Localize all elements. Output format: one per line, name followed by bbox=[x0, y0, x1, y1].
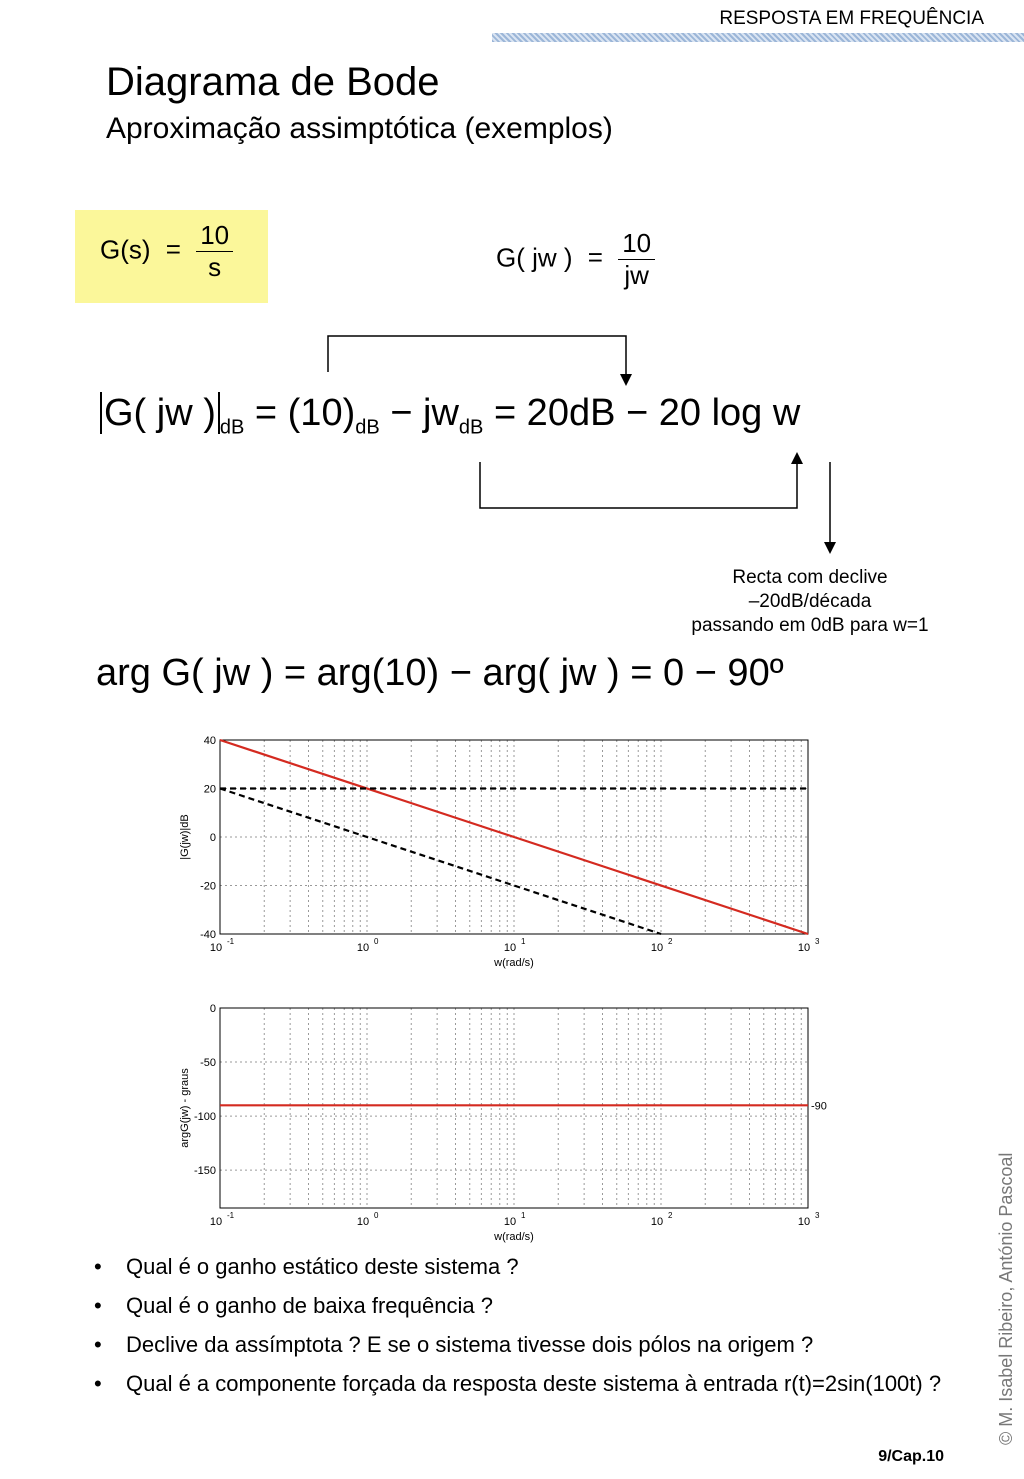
arrow-bottom-head bbox=[791, 452, 803, 464]
y-tick-label: 0 bbox=[209, 832, 216, 844]
mag-sub-3: dB bbox=[458, 416, 484, 439]
mag-sub-2: dB bbox=[355, 416, 380, 439]
gjw-denominator: jw bbox=[624, 260, 649, 290]
x-tick-exponent: -1 bbox=[227, 1211, 235, 1220]
gs-equals: = bbox=[165, 234, 181, 265]
note-line-1: Recta com declive bbox=[732, 567, 888, 588]
y-tick-label: -20 bbox=[200, 880, 216, 893]
x-axis-label: w(rad/s) bbox=[494, 1231, 534, 1243]
question-item: • Qual é a componente forçada da resposta deste sistema à entrada r(t)=2sin(100t) ? bbox=[94, 1371, 974, 1397]
phase-chart bbox=[160, 996, 840, 1246]
mag-term-gjw: G( jw ) bbox=[100, 392, 220, 434]
arrow-top-head bbox=[620, 374, 632, 386]
y-tick-label: -100 bbox=[193, 1111, 216, 1124]
x-tick-label: 10 bbox=[356, 942, 370, 954]
y-axis-label: argG(jw) - graus bbox=[179, 1068, 191, 1148]
x-tick-label: 10 bbox=[356, 1216, 370, 1228]
x-tick-label: 10 bbox=[503, 1216, 517, 1228]
arrow-note-head bbox=[824, 542, 836, 554]
x-tick-label: 10 bbox=[650, 942, 664, 954]
question-item: • Qual é o ganho de baixa frequência ? bbox=[94, 1293, 974, 1319]
magnitude-chart bbox=[160, 728, 840, 978]
x-tick-exponent: 1 bbox=[521, 1211, 526, 1220]
question-item: • Declive da assímptota ? E se o sistema tivesse dois pólos na origem ? bbox=[94, 1332, 974, 1358]
gjw-lhs: G( jw ) bbox=[496, 242, 573, 273]
magnitude-equation bbox=[100, 392, 800, 440]
x-tick-exponent: 3 bbox=[815, 937, 820, 946]
x-tick-label: 10 bbox=[503, 942, 517, 954]
y-tick-label: 0 bbox=[209, 1003, 216, 1015]
gs-numerator: 10 bbox=[196, 220, 233, 252]
y-tick-label: 20 bbox=[203, 783, 216, 796]
mag-term-10: = (10) bbox=[254, 392, 356, 434]
chapter-header: RESPOSTA EM FREQUÊNCIA bbox=[719, 8, 984, 29]
arrows-overlay bbox=[0, 0, 1024, 660]
series-line bbox=[220, 740, 808, 934]
y-axis-label: |G(jw)|dB bbox=[179, 814, 191, 860]
question-item: • Qual é o ganho estático deste sistema ? bbox=[94, 1254, 974, 1280]
arrow-bottom-connector bbox=[480, 462, 797, 508]
y-tick-label: -50 bbox=[200, 1057, 216, 1070]
x-tick-exponent: 3 bbox=[815, 1211, 820, 1220]
x-tick-exponent: 2 bbox=[668, 1211, 673, 1220]
y-tick-label: -150 bbox=[193, 1165, 216, 1178]
gs-denominator: s bbox=[208, 252, 222, 282]
x-tick-exponent: 1 bbox=[521, 937, 526, 946]
y-tick-label: 40 bbox=[203, 735, 216, 747]
x-tick-label: 10 bbox=[797, 1216, 811, 1228]
mag-term-jw: − jw bbox=[390, 392, 459, 434]
x-tick-label: 10 bbox=[797, 942, 811, 954]
x-tick-label: 10 bbox=[650, 1216, 664, 1228]
gs-lhs: G(s) bbox=[100, 234, 151, 265]
copyright-notice: © M. Isabel Ribeiro, António Pascoal bbox=[996, 1152, 1016, 1445]
note-line-2: –20dB/década bbox=[748, 591, 872, 612]
x-tick-label: 10 bbox=[209, 1216, 223, 1228]
chart-annotation: -90 bbox=[811, 1100, 827, 1113]
arrow-top-connector bbox=[328, 336, 626, 376]
note-line-3: passando em 0dB para w=1 bbox=[691, 615, 929, 636]
page-number: 9/Cap.10 bbox=[878, 1448, 944, 1465]
slide-subtitle: Aproximação assimptótica (exemplos) bbox=[106, 112, 613, 145]
x-tick-exponent: -1 bbox=[227, 937, 235, 946]
x-tick-exponent: 0 bbox=[374, 1211, 379, 1220]
gjw-numerator: 10 bbox=[618, 228, 655, 260]
y-tick-label: -40 bbox=[200, 929, 216, 941]
x-axis-label: w(rad/s) bbox=[494, 957, 534, 969]
question-list bbox=[94, 1254, 974, 1410]
phase-equation: arg G( jw ) = arg(10) − arg( jw ) = 0 − 90º bbox=[96, 652, 784, 694]
mag-term-result: = 20dB − 20 log w bbox=[493, 392, 801, 434]
x-tick-exponent: 0 bbox=[374, 937, 379, 946]
x-tick-exponent: 2 bbox=[668, 937, 673, 946]
slide-title: Diagrama de Bode bbox=[106, 60, 440, 104]
x-tick-label: 10 bbox=[209, 942, 223, 954]
gjw-equals: = bbox=[587, 242, 603, 273]
series-line bbox=[220, 789, 661, 935]
mag-sub-1: dB bbox=[219, 416, 245, 439]
slope-note bbox=[665, 566, 955, 638]
